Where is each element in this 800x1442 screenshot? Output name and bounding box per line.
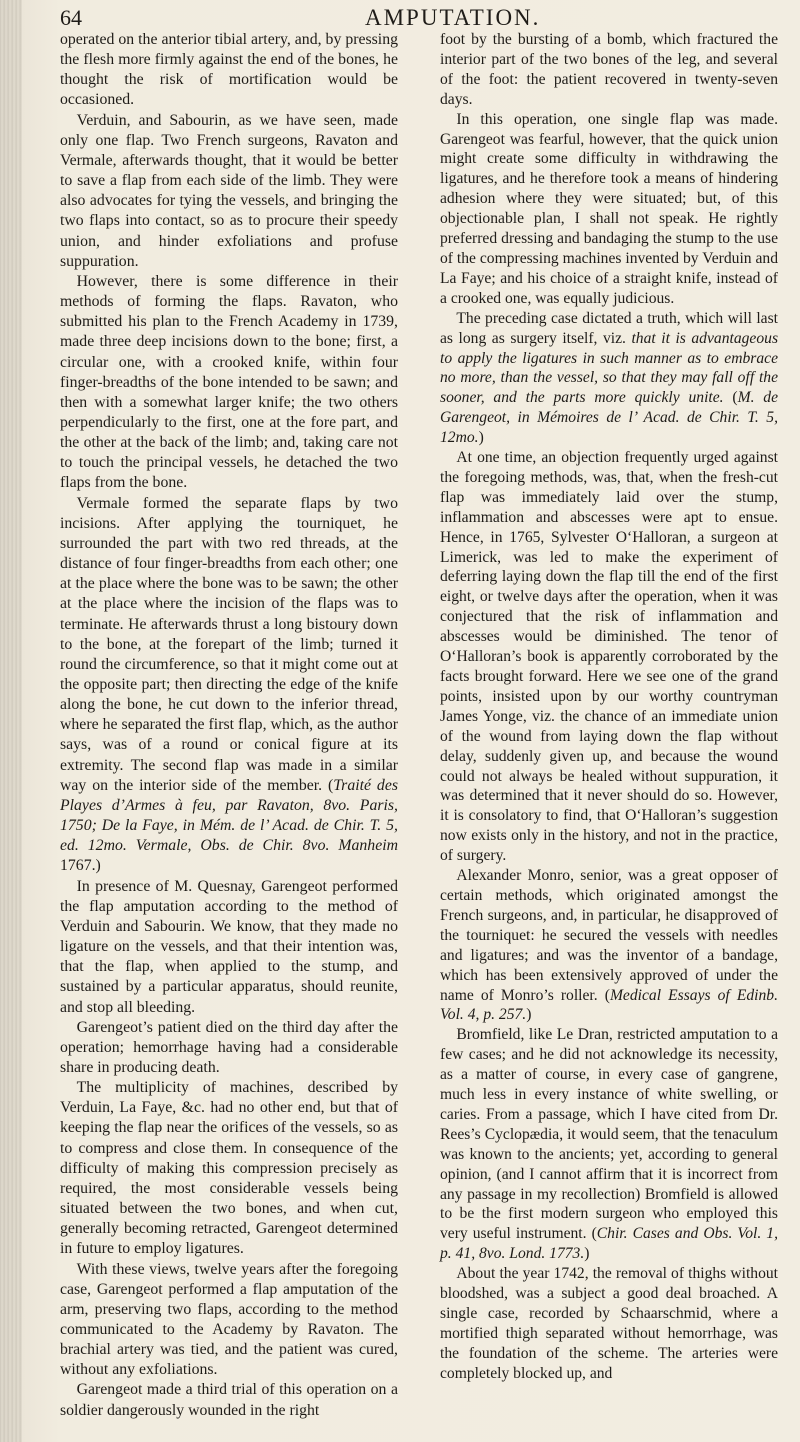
paragraph: Verduin, and Sabourin, as we have seen, made only one flap. Two French surgeons, Ravaton and Vermale, afterwards thought, that it would be better to save a flap from each side of the limb. They were also advocates for tying the vessels, and bringing the two flaps into contact, so as to procure their speedy union, and hinder exfoliations and profuse suppuration. bbox=[60, 111, 398, 270]
paragraph: The multiplicity of machines, described by Verduin, La Faye, &c. had no other end, but that of keeping the flap near the orifices of the vessels, so as to compress and close them. In consequence of the difficulty of making this compression precisely as required, the most considerable vessels being situated between the two bones, and when cut, generally becoming retracted, Garengeot determined in future to employ ligatures. bbox=[60, 1079, 398, 1258]
paragraph bbox=[440, 866, 778, 1025]
citation: Traité des Playes d’Armes à feu, par Ravaton, 8vo. Paris, 1750; De la Faye, in Mém. de l’ Acad. de Chir. T. 5, ed. 12mo. Vermale, Obs. de Chir. 8vo. Manheim bbox=[60, 776, 398, 855]
paragraph-text: 1767.) bbox=[60, 857, 101, 875]
paragraph: At one time, an objection frequently urged against the foregoing methods, was, that, when the fresh-cut flap was immediately laid over the stump, inflammation and abscesses were apt to ensue. Hence, in 1765, Sylvester O‘Halloran, a surgeon at Limerick, was led to make the experiment of deferring laying down the flap till the end of the first eight, or twelve days after the operation, when it was conjectured that the risk of inflammation and abscesses would be diminished. The tenor of O‘Halloran’s book is apparently corroborated by the facts brought forward. Here we see one of the grand points, insisted upon by our worthy countryman James Yonge, viz. the chance of an immediate union of the wound from laying down the flap without delay, suddenly given up, and because the wound could not always be healed without suppuration, it was determined that it never should do so. However, it is consolatory to find, that O‘Halloran’s suggestion now exists only in the history, and not in the practice, of surgery. bbox=[440, 449, 778, 865]
page-number: 64 bbox=[60, 5, 82, 30]
paragraph: In presence of M. Quesnay, Garengeot performed the flap amputation according to the method of Verduin and Sabourin. We know, that they made no ligature on the vessels, and that their intention was, that the flap, when applied to the stump, and sustained by a particular apparatus, should reunite, and stop all bleeding. bbox=[60, 877, 398, 1016]
page-gutter-edge bbox=[0, 0, 22, 1442]
citation: M. de Garengeot, in Mémoires de l’ Acad. de Chir. T. 5, 12mo. bbox=[440, 389, 778, 447]
emphasis: that it is advantageous to apply the ligatures in such manner as to embrace no more, than the vessel, so that they may fall off the sooner, and the parts more quickly unite. bbox=[440, 329, 779, 407]
paragraph-text: ) bbox=[478, 429, 484, 447]
paragraph bbox=[60, 494, 398, 877]
header-title: AMPUTATION. bbox=[365, 5, 541, 30]
paragraph: Garengeot’s patient died on the third day after the operation; hemorrhage having had a considerable share in producing death. bbox=[60, 1018, 398, 1076]
paragraph: foot by the bursting of a bomb, which fractured the interior part of the two bones of the leg, and several of the foot: the patient recovered in twenty-seven days. bbox=[440, 31, 778, 108]
paragraph-text: ( bbox=[723, 389, 738, 407]
paragraph: However, there is some difference in their methods of forming the flaps. Ravaton, who submitted his plan to the French Academy in 1739, made three deep incisions down to the bone; first, a circular one, with a crooked knife, within four finger-breadths of the bone intended to be sawn; and then with a somewhat larger knife; the two others perpendicularly to the first, one at the fore part, and the other at the back of the limb; and, taking care not to touch the principal vessels, he detached the two flaps from the bone. bbox=[60, 272, 398, 492]
left-column bbox=[60, 30, 398, 1421]
paragraph-text: Bromfield, like Le Dran, restricted amputation to a few cases; and he did not acknowledge its necessity, as a matter of course, in every case of gangrene, much less in every instance of white swelling, or caries. From a passage, which I have cited from Dr. Rees’s Cyclopædia, it would seem, that the tenaculum was known to the ancients; yet, according to general opinion, (and I cannot affirm that it is incorrect from any passage in my recollection) Bromfield is allowed to be the first modern surgeon who employed this very useful instrument. ( bbox=[440, 1026, 778, 1243]
paragraph-text: Vermale formed the separate flaps by two incisions. After applying the tourniquet, he surrounded the part with two red threads, at the distance of four finger-breadths from each other; one at the place where the bone was to be sawn; the other at the place where the incision of the flaps was to terminate. He afterwards thrust a long bistoury down to the bone, at the forepart of the limb; turned it round the circumference, so that it might come out at the opposite part; then directing the edge of the knife along the bone, he cut down to the inferior thread, where he separated the first flap, which, as the author says, was of a round or conical figure at its extremity. The second flap was made in a similar way on the interior side of the member. ( bbox=[60, 494, 398, 794]
paragraph-text: ) bbox=[584, 1245, 590, 1263]
paragraph: With these views, twelve years after the foregoing case, Garengeot performed a flap amputation of the arm, preserving two flaps, according to the method communicated to the Academy by Ravaton. The brachial artery was tied, and the patient was cured, without any exfoliations. bbox=[60, 1260, 398, 1379]
right-column bbox=[440, 30, 778, 1384]
paragraph: About the year 1742, the removal of thighs without bloodshed, was a subject a good deal broached. A single case, recorded by Schaarschmid, where a mortified thigh separated without hemorrhage, was the foundation of the scheme. The arteries were completely blocked up, and bbox=[440, 1265, 778, 1382]
paragraph-text: The preceding case dictated a truth, which will last as long as surgery itself, viz. bbox=[440, 309, 778, 347]
paragraph-text: Alexander Monro, senior, was a great opposer of certain methods, which originated amongst the French surgeons, and, in particular, he disapproved of the tourniquet: he secured the vessels with needles and ligatures; and was the inventor of a bandage, which has been extensively approved of under the name of Monro’s roller. ( bbox=[440, 867, 778, 1004]
citation: Chir. Cases and Obs. Vol. 1, p. 41, 8vo. Lond. 1773. bbox=[440, 1225, 779, 1263]
paragraph bbox=[440, 1025, 778, 1264]
paragraph bbox=[440, 309, 778, 448]
citation: Medical Essays of Edinb. Vol. 4, p. 257. bbox=[440, 986, 778, 1024]
paragraph: Garengeot made a third trial of this operation on a soldier dangerously wounded in the right bbox=[60, 1381, 398, 1419]
paragraph: operated on the anterior tibial artery, and, by pressing the flesh more firmly against the end of the bones, he thought the risk of mortification would be occasioned. bbox=[60, 31, 398, 109]
paragraph-text: ) bbox=[526, 1006, 532, 1024]
paragraph: In this operation, one single flap was made. Garengeot was fearful, however, that the quick union might create some difficulty in withdrawing the ligatures, and he therefore took a means of hindering adhesion where they were situated; but, of this objectionable plan, I shall not speak. He rightly preferred dressing and bandaging the stump to the use of the compressing machines invented by Verduin and La Faye; and his choice of a straight knife, instead of a crooked one, was equally judicious. bbox=[440, 110, 778, 307]
